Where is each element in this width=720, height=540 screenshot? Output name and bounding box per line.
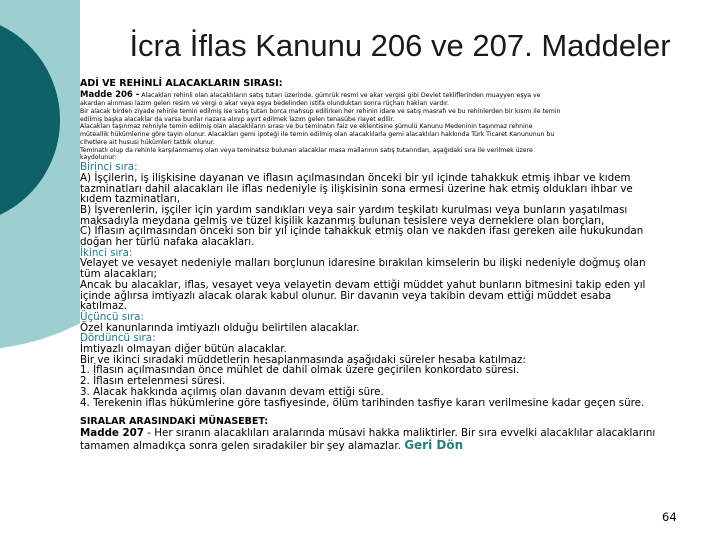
decorative-arcs [0,0,80,540]
rank-text-line: 1. İflasın açılmasından önce mühlet de dahil olmak üzere geçirilen konkordato süresi. [80,364,520,377]
article-207-line-1: Madde 207 - Her sıranın alacaklıları aralarında müsavi hakka maliktirler. Bir sıra evvelki alacaklılar alacaklarını [80,426,656,439]
article-207-line-2: tamamen almadıkça sonra gelen sıradakiler bir şey alamazlar. Geri Dön [80,437,464,452]
rank-text-line: 4. Terekenin iflas hükümlerine göre tasfiyesinde, ölüm tarihinden tasfiye kararı verilmesine kadar geçen süre. [80,396,645,409]
article-206-line: kaydolunur: [80,154,117,162]
page-number: 64 [662,510,677,524]
rank-text-line: 3. Alacak hakkında açılmış olan davanın devam ettiği süre. [80,385,384,398]
heading-ordering: ADİ VE REHİNLİ ALACAKLARIN SIRASI: [80,78,283,89]
back-link[interactable]: Geri Dön [404,437,464,452]
rank-heading: Dördüncü sıra: [80,332,156,345]
rank-heading: İkinci sıra: [80,246,133,259]
article-206-line: akardan alınması lazım gelen resim ve vergi o akar veya eşya bedelinden istifa olunduktan sonra rüçhan hakları vardır. [80,100,449,108]
rank-text-line: kıdem tazminatları, [80,193,181,206]
rank-text-line: Bir ve ikinci sıradaki müddetlerin hesaplanmasında aşağıdaki süreler hesaba katılmaz: [80,353,526,366]
article-206-label: Madde 206 - [80,89,140,100]
rank-text-line: Özel kanunlarında imtiyazlı olduğu belirtilen alacaklar. [80,321,360,334]
rank-text-line: doğan her türlü nafaka alacakları. [80,236,255,249]
rank-text-line: maksadıyla meydana gelmiş ve tüzel kişilik kazanmış bulunan tesislere veya derneklere olan borçları, [80,214,605,227]
rank-heading: Birinci sıra: [80,161,138,174]
rank-text-line: İmtiyazlı olmayan diğer bütün alacaklar. [80,343,287,356]
article-206-lines [80,100,702,162]
rank-text-line: Velayet ve vesayet nedeniyle malları borçlunun idaresine bırakılan kimselerin bu ilişki nedeniyle doğmuş olan [80,257,646,270]
rank-text-line: C) İflasın açılmasından önceki son bir yıl içinde tahakkuk etmiş olan ve nakden ifası gereken aile hukukundan [80,225,644,238]
rank-heading: Üçüncü sıra: [80,310,144,323]
article-206-line: müteallik hükümlerine göre tayin olunur. Alacakları gemi ipoteği ile temin edilmiş olan alacaklılarla gemi alacaklıları hakkında Türk Ticaret Kanununun bu [80,131,555,139]
rank-text-line: katılmaz. [80,300,127,313]
article-206-line: Teminatlı olup da rehinle karşılanmamış olan veya teminatsız bulunan alacaklar masa mallarının satış tutarından, aşağıdaki sıra ile verilmek üzere [80,146,533,154]
slide-content [80,79,702,451]
article-206-intro [80,90,702,101]
rank-text-line: içinde ağlırsa imtiyazlı alacak olarak kabul olunur. Bir davanın veya takibin devam ettiği müddet esaba [80,289,612,302]
article-206-line: Alacakları taşınmaz rehniyle temin edilmiş olan alacaklıların sırası ve bu teminatın faiz ve eklentisine şümulü Kanunu Medeninin taşınmaz rehnine [80,123,533,131]
slide-title: İcra İflas Kanunu 206 ve 207. Maddeler [129,28,671,63]
rank-text-line: A) İşçilerin, iş ilişkisine dayanan ve iflasın açılmasından önceki bir yıl içinde tahakkuk etmiş ihbar ve kıdem [80,171,631,184]
article-206-first-line: Alacakları rehinli olan alacaklıların satış tutarı üzerinde, gümrük resmi ve akar vergisi gibi Devlet tekliflerinden muayyen eşya ve [139,91,541,99]
ranking-blocks [80,162,702,408]
rank-text-line: tüm alacakları; [80,268,158,281]
article-206-line: edilmiş başka alacaklar da varsa bunlar nazara alınıp ayırt edilmek lazım gelen tenasübe riayet edilir. [80,115,395,123]
rank-text-line: 2. İflasın ertelenmesi süresi. [80,375,226,388]
rank-text-line: Ancak bu alacaklar, iflas, vesayet veya velayetin devam ettiği müddet yahut bunların bitmesini takip eden yıl [80,278,646,291]
article-206-line: cihetlere ait hususi hükümleri tatbik olunur. [80,138,215,146]
heading-relations: SIRALAR ARASINDAKİ MÜNASEBET: [80,416,269,428]
article-207-label: Madde 207 [80,426,144,439]
decorative-sidebar [0,0,80,540]
rank-text-line: B) İşverenlerin, işçiler için yardım sandıkları veya sair yardım teşkilatı kurulması veya bunların yaşatılması [80,203,628,216]
article-206-line: Bir alacak birden ziyade rehinle temin edilmiş ise satış tutarı borca mahsup edilirken her rehinin idare ve satış masrafı ve bu rehinlerden bir kısmı ile temin [80,107,561,115]
rank-text-line: tazminatları dahil alacakları ile iflas nedeniyle iş ilişkisinin sona ermesi üzerine hak etmiş oldukları ihbar ve [80,182,633,195]
